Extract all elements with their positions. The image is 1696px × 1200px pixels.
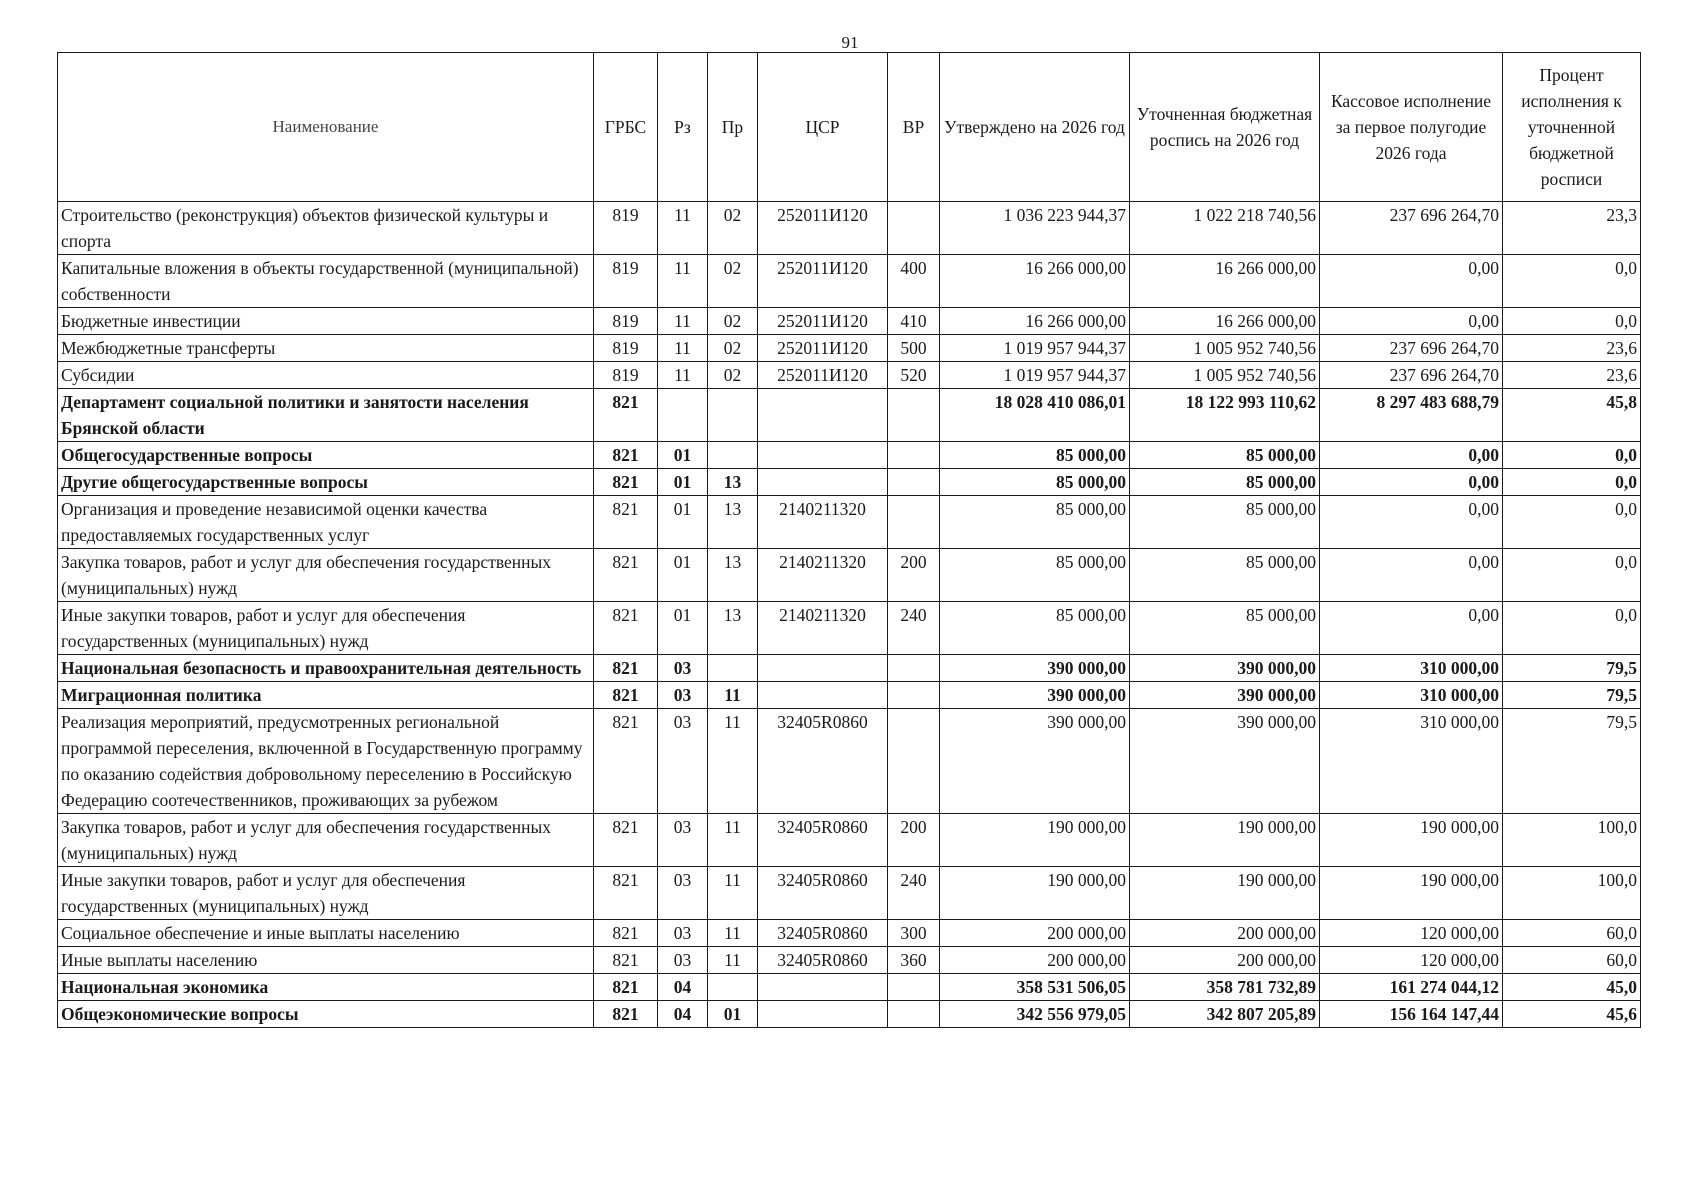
- cell-name: Национальная безопасность и правоохранительная деятельность: [58, 655, 594, 682]
- cell-name: Субсидии: [58, 362, 594, 389]
- cell-cash: 161 274 044,12: [1320, 974, 1503, 1001]
- cell-refined: 190 000,00: [1130, 867, 1320, 920]
- cell-approved: 190 000,00: [940, 814, 1130, 867]
- cell-rz: 01: [658, 442, 708, 469]
- cell-cash: 190 000,00: [1320, 814, 1503, 867]
- cell-cash: 156 164 147,44: [1320, 1001, 1503, 1028]
- cell-vr: [888, 496, 940, 549]
- cell-approved: 1 019 957 944,37: [940, 335, 1130, 362]
- budget-execution-table: [57, 52, 1641, 1028]
- cell-grbs: 819: [594, 362, 658, 389]
- header-refined: Уточненная бюджетная роспись на 2026 год: [1130, 53, 1320, 202]
- cell-percent: 23,3: [1503, 202, 1641, 255]
- table-body: [58, 202, 1641, 1028]
- cell-name: Закупка товаров, работ и услуг для обеспечения государственных (муниципальных) нужд: [58, 814, 594, 867]
- cell-cash: 237 696 264,70: [1320, 362, 1503, 389]
- cell-grbs: 821: [594, 920, 658, 947]
- cell-rz: 03: [658, 682, 708, 709]
- cell-vr: 400: [888, 255, 940, 308]
- cell-percent: 100,0: [1503, 867, 1641, 920]
- cell-cash: 310 000,00: [1320, 709, 1503, 814]
- cell-approved: 16 266 000,00: [940, 255, 1130, 308]
- cell-approved: 342 556 979,05: [940, 1001, 1130, 1028]
- cell-approved: 200 000,00: [940, 920, 1130, 947]
- cell-pr: 13: [708, 602, 758, 655]
- header-approved: Утверждено на 2026 год: [940, 53, 1130, 202]
- cell-name: Национальная экономика: [58, 974, 594, 1001]
- cell-refined: 390 000,00: [1130, 655, 1320, 682]
- cell-grbs: 821: [594, 682, 658, 709]
- cell-csr: [758, 442, 888, 469]
- cell-rz: 03: [658, 655, 708, 682]
- cell-grbs: 821: [594, 814, 658, 867]
- cell-cash: 8 297 483 688,79: [1320, 389, 1503, 442]
- cell-cash: 120 000,00: [1320, 947, 1503, 974]
- cell-refined: 16 266 000,00: [1130, 255, 1320, 308]
- cell-percent: 60,0: [1503, 920, 1641, 947]
- cell-csr: [758, 389, 888, 442]
- cell-approved: 85 000,00: [940, 442, 1130, 469]
- cell-percent: 0,0: [1503, 496, 1641, 549]
- cell-rz: 11: [658, 308, 708, 335]
- cell-cash: 310 000,00: [1320, 682, 1503, 709]
- cell-rz: 04: [658, 974, 708, 1001]
- cell-approved: 200 000,00: [940, 947, 1130, 974]
- table-row: [58, 682, 1641, 709]
- cell-pr: [708, 655, 758, 682]
- cell-name: Реализация мероприятий, предусмотренных региональной программой переселения, включенной в Государственную программу по оказанию содействия добровольному переселению в Российскую Федерацию соотечественников, проживающих за рубежом: [58, 709, 594, 814]
- cell-pr: 13: [708, 469, 758, 496]
- cell-name: Иные закупки товаров, работ и услуг для обеспечения государственных (муниципальных) нужд: [58, 867, 594, 920]
- cell-csr: 32405R0860: [758, 867, 888, 920]
- cell-rz: 01: [658, 496, 708, 549]
- cell-refined: 190 000,00: [1130, 814, 1320, 867]
- cell-vr: 200: [888, 549, 940, 602]
- header-pr: Пр: [708, 53, 758, 202]
- cell-name: Межбюджетные трансферты: [58, 335, 594, 362]
- cell-refined: 85 000,00: [1130, 442, 1320, 469]
- cell-approved: 390 000,00: [940, 682, 1130, 709]
- cell-grbs: 819: [594, 335, 658, 362]
- cell-pr: [708, 442, 758, 469]
- cell-grbs: 821: [594, 602, 658, 655]
- cell-vr: 240: [888, 602, 940, 655]
- cell-csr: 32405R0860: [758, 947, 888, 974]
- cell-approved: 85 000,00: [940, 469, 1130, 496]
- table-row: [58, 202, 1641, 255]
- cell-percent: 45,0: [1503, 974, 1641, 1001]
- cell-grbs: 819: [594, 308, 658, 335]
- table-row: [58, 709, 1641, 814]
- cell-pr: 13: [708, 496, 758, 549]
- cell-approved: 16 266 000,00: [940, 308, 1130, 335]
- cell-csr: [758, 682, 888, 709]
- table-row: [58, 920, 1641, 947]
- cell-cash: 310 000,00: [1320, 655, 1503, 682]
- cell-pr: 11: [708, 867, 758, 920]
- cell-name: Иные выплаты населению: [58, 947, 594, 974]
- header-percent: Процент исполнения к уточненной бюджетной росписи: [1503, 53, 1641, 202]
- table-row: [58, 602, 1641, 655]
- cell-vr: [888, 202, 940, 255]
- cell-percent: 0,0: [1503, 255, 1641, 308]
- table-row: [58, 362, 1641, 389]
- cell-rz: 11: [658, 255, 708, 308]
- cell-vr: [888, 1001, 940, 1028]
- cell-csr: 252011И120: [758, 308, 888, 335]
- cell-approved: 85 000,00: [940, 602, 1130, 655]
- cell-pr: 11: [708, 709, 758, 814]
- table-row: [58, 549, 1641, 602]
- cell-refined: 200 000,00: [1130, 920, 1320, 947]
- cell-cash: 190 000,00: [1320, 867, 1503, 920]
- cell-vr: [888, 389, 940, 442]
- cell-refined: 1 022 218 740,56: [1130, 202, 1320, 255]
- cell-percent: 45,8: [1503, 389, 1641, 442]
- cell-refined: 85 000,00: [1130, 469, 1320, 496]
- cell-rz: 03: [658, 814, 708, 867]
- cell-rz: 04: [658, 1001, 708, 1028]
- cell-name: Капитальные вложения в объекты государственной (муниципальной) собственности: [58, 255, 594, 308]
- cell-name: Общегосударственные вопросы: [58, 442, 594, 469]
- cell-vr: 300: [888, 920, 940, 947]
- table-row: [58, 655, 1641, 682]
- cell-percent: 100,0: [1503, 814, 1641, 867]
- cell-name: Бюджетные инвестиции: [58, 308, 594, 335]
- cell-approved: 390 000,00: [940, 709, 1130, 814]
- cell-percent: 0,0: [1503, 469, 1641, 496]
- cell-refined: 390 000,00: [1130, 682, 1320, 709]
- cell-pr: 11: [708, 682, 758, 709]
- cell-cash: 120 000,00: [1320, 920, 1503, 947]
- cell-name: Миграционная политика: [58, 682, 594, 709]
- cell-vr: [888, 709, 940, 814]
- cell-grbs: 819: [594, 202, 658, 255]
- cell-pr: 02: [708, 335, 758, 362]
- cell-csr: 32405R0860: [758, 709, 888, 814]
- cell-refined: 200 000,00: [1130, 947, 1320, 974]
- cell-percent: 23,6: [1503, 362, 1641, 389]
- cell-name: Строительство (реконструкция) объектов физической культуры и спорта: [58, 202, 594, 255]
- cell-refined: 1 005 952 740,56: [1130, 335, 1320, 362]
- cell-cash: 0,00: [1320, 549, 1503, 602]
- cell-percent: 0,0: [1503, 308, 1641, 335]
- cell-vr: [888, 682, 940, 709]
- table-row: [58, 255, 1641, 308]
- header-vr: ВР: [888, 53, 940, 202]
- page-number: 91: [841, 33, 859, 52]
- table-header: [58, 53, 1641, 202]
- cell-vr: 410: [888, 308, 940, 335]
- cell-approved: 85 000,00: [940, 496, 1130, 549]
- cell-grbs: 821: [594, 469, 658, 496]
- cell-grbs: 821: [594, 655, 658, 682]
- cell-approved: 1 036 223 944,37: [940, 202, 1130, 255]
- cell-pr: 02: [708, 362, 758, 389]
- cell-grbs: 821: [594, 549, 658, 602]
- cell-vr: 360: [888, 947, 940, 974]
- cell-refined: 16 266 000,00: [1130, 308, 1320, 335]
- cell-grbs: 821: [594, 496, 658, 549]
- table-row: [58, 496, 1641, 549]
- table-row: [58, 867, 1641, 920]
- cell-name: Департамент социальной политики и занятости населения Брянской области: [58, 389, 594, 442]
- cell-refined: 358 781 732,89: [1130, 974, 1320, 1001]
- cell-csr: [758, 469, 888, 496]
- cell-rz: 03: [658, 947, 708, 974]
- cell-name: Иные закупки товаров, работ и услуг для обеспечения государственных (муниципальных) нужд: [58, 602, 594, 655]
- cell-rz: [658, 389, 708, 442]
- cell-vr: 520: [888, 362, 940, 389]
- cell-vr: 200: [888, 814, 940, 867]
- cell-refined: 390 000,00: [1130, 709, 1320, 814]
- cell-percent: 45,6: [1503, 1001, 1641, 1028]
- cell-csr: 2140211320: [758, 496, 888, 549]
- cell-rz: 11: [658, 202, 708, 255]
- cell-refined: 85 000,00: [1130, 602, 1320, 655]
- cell-approved: 85 000,00: [940, 549, 1130, 602]
- table-row: [58, 308, 1641, 335]
- cell-grbs: 821: [594, 974, 658, 1001]
- cell-approved: 358 531 506,05: [940, 974, 1130, 1001]
- cell-percent: 0,0: [1503, 442, 1641, 469]
- table-row: [58, 335, 1641, 362]
- table-row: [58, 974, 1641, 1001]
- table-row: [58, 814, 1641, 867]
- cell-name: Другие общегосударственные вопросы: [58, 469, 594, 496]
- cell-percent: 0,0: [1503, 549, 1641, 602]
- cell-csr: 252011И120: [758, 255, 888, 308]
- cell-refined: 18 122 993 110,62: [1130, 389, 1320, 442]
- cell-grbs: 821: [594, 442, 658, 469]
- cell-vr: [888, 442, 940, 469]
- cell-csr: 252011И120: [758, 362, 888, 389]
- header-csr: ЦСР: [758, 53, 888, 202]
- cell-pr: 02: [708, 308, 758, 335]
- cell-rz: 03: [658, 920, 708, 947]
- cell-percent: 79,5: [1503, 709, 1641, 814]
- cell-cash: 237 696 264,70: [1320, 335, 1503, 362]
- cell-refined: 1 005 952 740,56: [1130, 362, 1320, 389]
- cell-refined: 85 000,00: [1130, 549, 1320, 602]
- table-row: [58, 1001, 1641, 1028]
- cell-name: Закупка товаров, работ и услуг для обеспечения государственных (муниципальных) нужд: [58, 549, 594, 602]
- cell-approved: 1 019 957 944,37: [940, 362, 1130, 389]
- header-rz: Рз: [658, 53, 708, 202]
- cell-pr: 02: [708, 255, 758, 308]
- table-row: [58, 469, 1641, 496]
- cell-vr: 240: [888, 867, 940, 920]
- cell-rz: 11: [658, 335, 708, 362]
- cell-grbs: 819: [594, 255, 658, 308]
- cell-percent: 60,0: [1503, 947, 1641, 974]
- cell-percent: 0,0: [1503, 602, 1641, 655]
- cell-grbs: 821: [594, 867, 658, 920]
- cell-percent: 23,6: [1503, 335, 1641, 362]
- cell-csr: 32405R0860: [758, 920, 888, 947]
- cell-rz: 03: [658, 867, 708, 920]
- cell-name: Социальное обеспечение и иные выплаты населению: [58, 920, 594, 947]
- cell-csr: 252011И120: [758, 202, 888, 255]
- cell-cash: 0,00: [1320, 469, 1503, 496]
- cell-cash: 0,00: [1320, 255, 1503, 308]
- header-cash: Кассовое исполнение за первое полугодие 2026 года: [1320, 53, 1503, 202]
- table-row: [58, 389, 1641, 442]
- cell-percent: 79,5: [1503, 655, 1641, 682]
- cell-cash: 0,00: [1320, 308, 1503, 335]
- cell-grbs: 821: [594, 1001, 658, 1028]
- cell-pr: 01: [708, 1001, 758, 1028]
- cell-grbs: 821: [594, 709, 658, 814]
- cell-cash: 0,00: [1320, 602, 1503, 655]
- cell-rz: 01: [658, 549, 708, 602]
- header-grbs: ГРБС: [594, 53, 658, 202]
- cell-cash: 237 696 264,70: [1320, 202, 1503, 255]
- table-row: [58, 947, 1641, 974]
- cell-pr: 11: [708, 920, 758, 947]
- cell-csr: 32405R0860: [758, 814, 888, 867]
- cell-csr: [758, 1001, 888, 1028]
- cell-csr: 2140211320: [758, 549, 888, 602]
- cell-rz: 03: [658, 709, 708, 814]
- cell-pr: 13: [708, 549, 758, 602]
- cell-refined: 85 000,00: [1130, 496, 1320, 549]
- header-name: Наименование: [58, 53, 594, 202]
- cell-approved: 190 000,00: [940, 867, 1130, 920]
- table-row: [58, 442, 1641, 469]
- cell-cash: 0,00: [1320, 442, 1503, 469]
- cell-csr: [758, 655, 888, 682]
- cell-pr: 02: [708, 202, 758, 255]
- cell-vr: [888, 974, 940, 1001]
- cell-csr: 2140211320: [758, 602, 888, 655]
- cell-grbs: 821: [594, 947, 658, 974]
- cell-name: Организация и проведение независимой оценки качества предоставляемых государственных услуг: [58, 496, 594, 549]
- cell-vr: 500: [888, 335, 940, 362]
- cell-rz: 11: [658, 362, 708, 389]
- cell-percent: 79,5: [1503, 682, 1641, 709]
- cell-rz: 01: [658, 469, 708, 496]
- cell-vr: [888, 655, 940, 682]
- cell-grbs: 821: [594, 389, 658, 442]
- cell-approved: 18 028 410 086,01: [940, 389, 1130, 442]
- cell-pr: [708, 389, 758, 442]
- cell-csr: [758, 974, 888, 1001]
- cell-cash: 0,00: [1320, 496, 1503, 549]
- cell-name: Общеэкономические вопросы: [58, 1001, 594, 1028]
- cell-approved: 390 000,00: [940, 655, 1130, 682]
- cell-pr: 11: [708, 814, 758, 867]
- cell-refined: 342 807 205,89: [1130, 1001, 1320, 1028]
- cell-pr: 11: [708, 947, 758, 974]
- cell-csr: 252011И120: [758, 335, 888, 362]
- cell-vr: [888, 469, 940, 496]
- cell-pr: [708, 974, 758, 1001]
- cell-rz: 01: [658, 602, 708, 655]
